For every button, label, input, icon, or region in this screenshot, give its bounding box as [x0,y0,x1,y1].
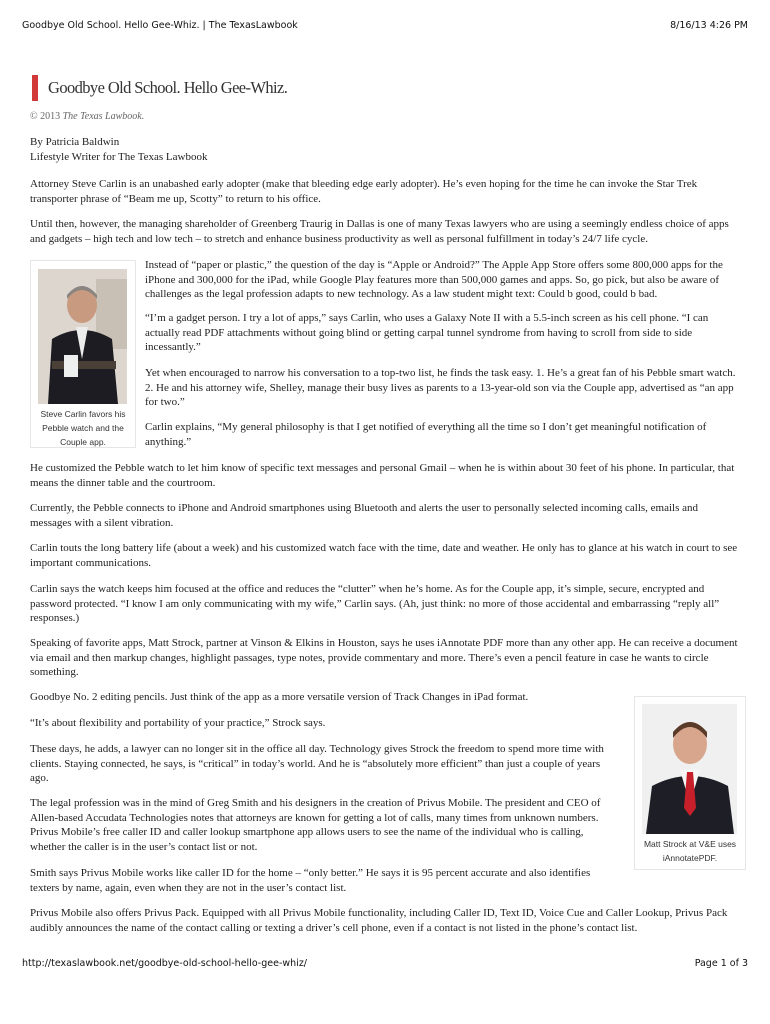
article-paragraph: Attorney Steve Carlin is an unabashed early adopter (make that bleeding edge early adopter). He’s even hoping for the time he can invoke the Star Trek transporter phrase of “Beam me up, Scotty” to return to his office. [30,178,698,205]
article-paragraph: Privus Mobile also offers Privus Pack. Equipped with all Privus Mobile functionality, including Caller ID, Text ID, Voice Cue and Caller Lookup, Privus Pack audibly announces the name of the contact calling or texting a driver’s cell phone, even if a contact is not listed in the phone’s contact list. [30,907,728,934]
author-role: Lifestyle Writer for The Texas Lawbook [30,150,208,163]
article-paragraph: Until then, however, the managing shareholder of Greenberg Traurig in Dallas is one of many Texas lawyers who are using a seemingly endless choice of apps and gadgets – high tech and low tech – to stretch and enhance business productivity as well as personal fulfillment in today’s 24/7 life cycle. [30,218,729,245]
article-title: Goodbye Old School. Hello Gee-Whiz. [48,78,288,97]
page-number: Page 1 of 3 [694,958,748,969]
carlin-photo [38,269,127,404]
article-title-bar [32,75,287,101]
page-title: Goodbye Old School. Hello Gee-Whiz. | The TexasLawbook [22,20,298,31]
article-paragraph: He customized the Pebble watch to let him know of specific text messages and personal Gmail – when he is within about 30 feet of his phone. In particular, that means the dinner table and the courtroom. [30,462,735,489]
byline [30,135,207,164]
article-paragraph: “I’m a gadget person. I try a lot of apps,” says Carlin, who uses a Galaxy Note II with a 5.5-inch screen as his cell phone. “I can actually read PDF attachments without going blind or getting carpal tunnel syndrome from having to scroll from side to side incessantly.” [145,312,709,353]
person-photo-icon [642,704,737,834]
article-paragraph: “It’s about flexibility and portability of your practice,” Strock says. [30,717,326,729]
article-paragraph: Carlin says the watch keeps him focused at the office and reduces the “clutter” when he’s home. As for the Couple app, it’s simple, secure, encrypted and password protected. “I know I am only communicating with my wife,” Carlin says. (Ah, just think: no more of those accidental and embarrassing “reply all” responses.) [30,583,720,624]
article-paragraph: Speaking of favorite apps, Matt Strock, partner at Vinson & Elkins in Houston, says he uses iAnnotate PDF more than any other app. He can receive a document via email and then markup changes, highlight passages, type notes, provide commentary and more. There’s even a pencil feature in case he wants to circle something. [30,637,738,678]
strock-photo-figure [634,696,746,870]
strock-photo-caption: Matt Strock at V&E uses iAnnotatePDF. [643,839,737,863]
article-paragraph: Smith says Privus Mobile works like caller ID for the home – “only better.” He says it is 95 percent accurate and also identifies texters by name, again, even when they are not in the user’s contact list. [30,867,591,894]
print-header [22,20,748,34]
author-name: By Patricia Baldwin [30,136,120,148]
article-paragraph: These days, he adds, a lawyer can no longer sit in the office all day. Technology gives Strock the freedom to spend more time with clients. Staying connected, he says, is “critical” in today’s world. And he is “absolutely more efficient” than just a couple of years ago. [30,743,604,784]
article-paragraph: Instead of “paper or plastic,” the question of the day is “Apple or Android?” The Apple App Store offers some 800,000 apps for the iPhone and 300,000 for the iPad, while Google Play features more than 500,000 games and apps. So, go pick, but also be aware of challenges as the legal profession adapts to new technology. As a law student might text: Could b good, could b bad. [145,259,723,300]
person-photo-icon [38,269,127,404]
copyright-source: The Texas Lawbook. [62,111,145,122]
article-paragraph: Currently, the Pebble connects to iPhone and Android smartphones using Bluetooth and alerts the user to personally selected incoming calls, emails and messages with a silent vibration. [30,502,699,529]
article-paragraph: Carlin touts the long battery life (about a week) and his customized watch face with the time, date and weather. He only has to glance at his watch in court to see important communications. [30,542,738,569]
article-paragraph: Yet when encouraged to narrow his conversation to a top-two list, he finds the task easy. 1. He’s a great fan of his Pebble smart watch. 2. He and his attorney wife, Shelley, manage their busy lives as parents to a 13-year-old son via the Couple app, advertised as “an app for two.” [145,367,736,408]
article-paragraph: The legal profession was in the mind of Greg Smith and his designers in the creation of Privus Mobile. The president and CEO of Allen-based Accudata Technologies notes that attorneys are known for getting a lot of calls, many times from unknown numbers. Privus Mobile’s free caller ID and caller lookup smartphone app allows users to see the name of the individual who is calling, whether the caller is in the user’s contact list or not. [30,797,601,853]
copyright-prefix: © 2013 [30,111,63,122]
carlin-photo-figure [30,260,136,448]
strock-photo [642,704,737,834]
print-footer [22,958,748,972]
print-datetime: 8/16/13 4:26 PM [670,20,748,31]
article-paragraph: Goodbye No. 2 editing pencils. Just think of the app as a more versatile version of Track Changes in iPad format. [30,691,529,703]
page-url: http://texaslawbook.net/goodbye-old-school-hello-gee-whiz/ [22,958,308,969]
article-paragraph: Carlin explains, “My general philosophy is that I get notified of everything all the time so I don’t get meaningful notification of anything.” [145,421,707,448]
carlin-photo-caption: Steve Carlin favors his Pebble watch and the Couple app. [40,409,126,447]
copyright [30,111,144,122]
